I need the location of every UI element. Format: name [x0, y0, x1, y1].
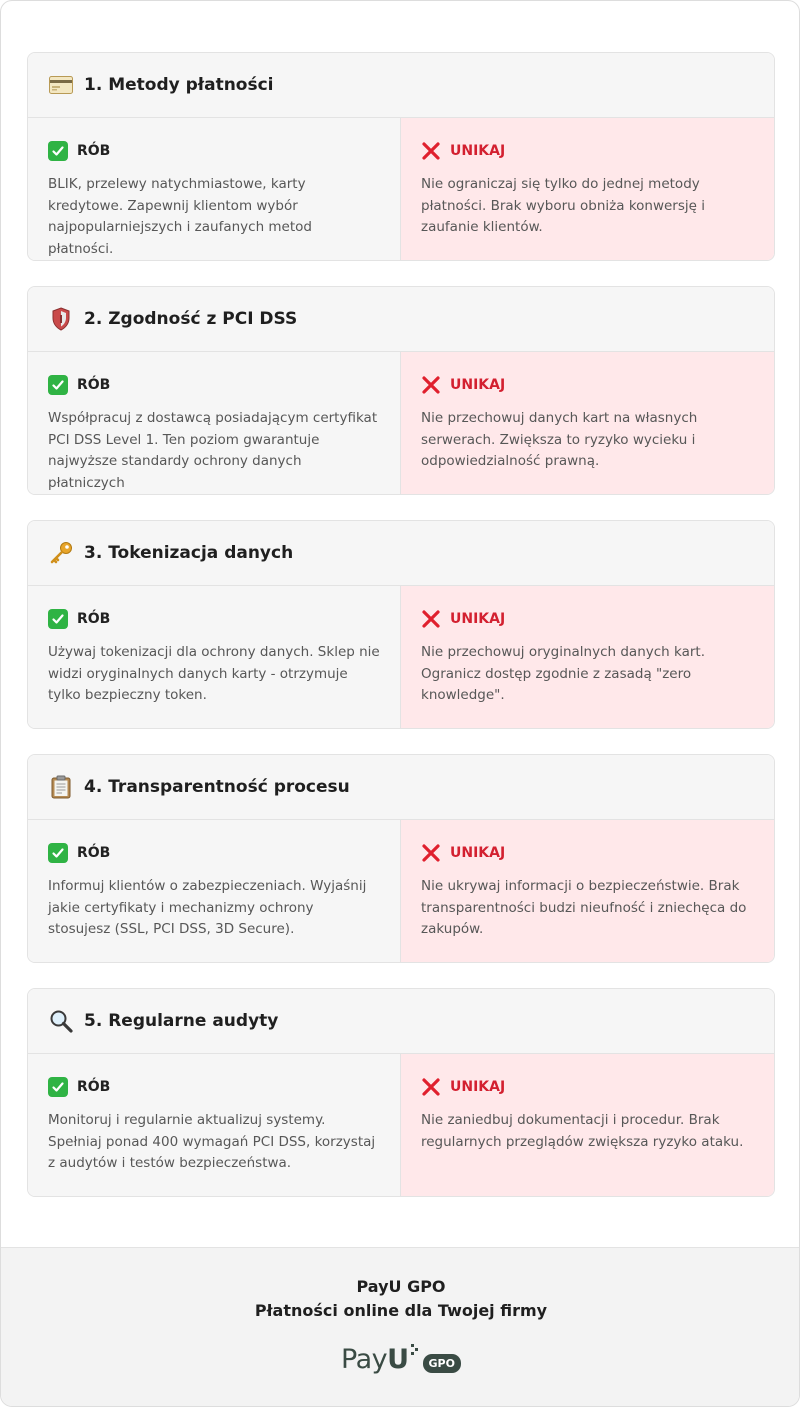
avoid-column — [401, 352, 774, 495]
card-header — [28, 521, 774, 586]
avoid-header — [421, 842, 754, 864]
logo-pay: Pay — [341, 1343, 388, 1375]
avoid-column — [401, 820, 774, 963]
do-column — [28, 118, 401, 261]
card-body — [28, 352, 774, 495]
avoid-header — [421, 608, 754, 630]
check-mark-icon — [48, 375, 68, 395]
do-column — [28, 820, 401, 963]
do-column — [28, 586, 401, 729]
check-mark-icon — [48, 141, 68, 161]
card-body — [28, 820, 774, 963]
avoid-column — [401, 586, 774, 729]
do-text: BLIK, przelewy natychmiastowe, karty kredytowe. Zapewnij klientom wybór najpopularniejszych i zaufanych metod płatności. — [48, 176, 312, 257]
card-body — [28, 1054, 774, 1197]
do-text: Współpracuj z dostawcą posiadającym certyfikat PCI DSS Level 1. Ten poziom gwarantuje najwyższe standardy ochrony danych płatniczych — [48, 410, 378, 491]
payu-gpo-logo[interactable] — [1, 1339, 800, 1379]
avoid-column — [401, 1054, 774, 1197]
card-audits — [27, 988, 775, 1197]
card-title: 1. Metody płatności — [84, 75, 274, 95]
do-label: RÓB — [77, 845, 111, 861]
check-mark-icon — [48, 843, 68, 863]
card-header — [28, 755, 774, 820]
cards-list — [27, 52, 775, 1222]
cross-mark-icon — [421, 141, 441, 161]
cross-mark-icon — [421, 843, 441, 863]
card-body — [28, 586, 774, 729]
card-tokenization — [27, 520, 775, 729]
card-title: 5. Regularne audyty — [84, 1011, 279, 1031]
card-transparency — [27, 754, 775, 963]
do-header — [48, 140, 380, 162]
footer — [1, 1247, 800, 1407]
cross-mark-icon — [421, 375, 441, 395]
do-label: RÓB — [77, 611, 111, 627]
avoid-text: Nie ograniczaj się tylko do jednej metody płatności. Brak wyboru obniża konwersję i zaufanie klientów. — [421, 176, 705, 235]
do-label: RÓB — [77, 1079, 111, 1095]
key-icon — [48, 540, 74, 566]
card-payment-methods — [27, 52, 775, 261]
logo-dots-icon — [410, 1343, 420, 1361]
do-label: RÓB — [77, 143, 111, 159]
card-title: 4. Transparentność procesu — [84, 777, 350, 797]
card-header — [28, 53, 774, 118]
do-text: Monitoruj i regularnie aktualizuj systemy. Spełniaj ponad 400 wymagań PCI DSS, korzystaj z audytów i testów bezpieczeństwa. — [48, 1112, 376, 1171]
do-text: Informuj klientów o zabezpieczeniach. Wyjaśnij jakie certyfikaty i mechanizmy ochrony stosujesz (SSL, PCI DSS, 3D Secure). — [48, 878, 367, 937]
credit-card-icon — [48, 72, 74, 98]
card-pci-dss — [27, 286, 775, 495]
card-header — [28, 287, 774, 352]
cross-mark-icon — [421, 609, 441, 629]
do-header — [48, 374, 380, 396]
avoid-label: UNIKAJ — [450, 377, 506, 393]
card-body — [28, 118, 774, 261]
avoid-label: UNIKAJ — [450, 845, 506, 861]
check-mark-icon — [48, 1077, 68, 1097]
do-text: Używaj tokenizacji dla ochrony danych. Sklep nie widzi oryginalnych danych karty - otrzymuje tylko bezpieczny token. — [48, 644, 380, 703]
card-title: 3. Tokenizacja danych — [84, 543, 294, 563]
avoid-text: Nie zaniedbuj dokumentacji i procedur. Brak regularnych przeglądów zwiększa ryzyko ataku. — [421, 1112, 744, 1150]
footer-title: PayU GPO — [356, 1277, 446, 1296]
do-header — [48, 842, 380, 864]
magnifier-icon — [48, 1008, 74, 1034]
shield-icon — [48, 306, 74, 332]
card-header — [28, 989, 774, 1054]
avoid-text: Nie przechowuj danych kart na własnych serwerach. Zwiększa to ryzyko wycieku i odpowiedzialność prawną. — [421, 410, 698, 469]
do-column — [28, 352, 401, 495]
avoid-text: Nie ukrywaj informacji o bezpieczeństwie. Brak transparentności budzi nieufność i zniechęca do zakupów. — [421, 878, 747, 937]
logo-u: U — [387, 1343, 409, 1375]
check-mark-icon — [48, 609, 68, 629]
avoid-label: UNIKAJ — [450, 143, 506, 159]
avoid-text: Nie przechowuj oryginalnych danych kart. Ogranicz dostęp zgodnie z zasadą "zero knowledge". — [421, 644, 705, 703]
avoid-header — [421, 1076, 754, 1098]
cross-mark-icon — [421, 1077, 441, 1097]
clipboard-icon — [48, 774, 74, 800]
do-header — [48, 608, 380, 630]
avoid-column — [401, 118, 774, 261]
card-title: 2. Zgodność z PCI DSS — [84, 309, 298, 329]
footer-subtitle: Płatności online dla Twojej firmy — [254, 1301, 548, 1320]
do-label: RÓB — [77, 377, 111, 393]
do-header — [48, 1076, 380, 1098]
logo-gpo-badge: GPO — [423, 1354, 461, 1373]
avoid-header — [421, 140, 754, 162]
avoid-header — [421, 374, 754, 396]
do-column — [28, 1054, 401, 1197]
avoid-label: UNIKAJ — [450, 611, 506, 627]
avoid-label: UNIKAJ — [450, 1079, 506, 1095]
